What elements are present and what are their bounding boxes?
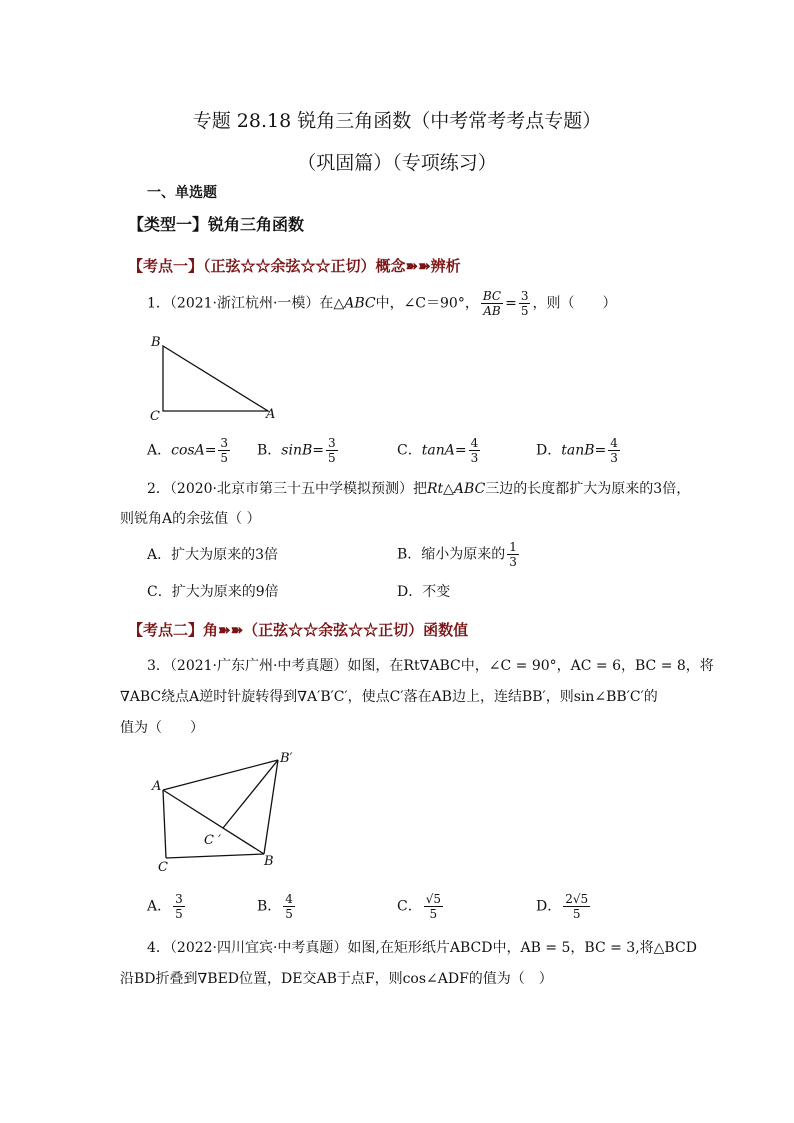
q2-option-b[interactable]: B．缩小为原来的 $\frac{1}{3}$: [397, 540, 517, 569]
label-b: B: [264, 854, 274, 869]
label-b-prime: B′: [280, 751, 293, 766]
q1-option-c[interactable]: C．tanA= $\frac{4}{3}$: [397, 436, 479, 465]
section-heading: 一、单选题: [147, 185, 217, 201]
q2-option-c[interactable]: C．扩大为原来的9倍: [147, 584, 279, 600]
segment-cb: [166, 854, 264, 858]
q2-option-a[interactable]: A．扩大为原来的3倍: [147, 547, 279, 563]
question-2-stem-line2: 则锐角A的余弦值（ ）: [120, 511, 261, 527]
question-2-stem-line1: 2．（2020·北京市第三十五中学模拟预测）把Rt△ABC三边的长度都扩大为原来的3倍，: [147, 481, 691, 497]
label-a: A: [266, 407, 276, 422]
question-3-stem-line1: 3．（2021·广东广州·中考真题）如图，在Rt∇ABC中，∠C = 90°，AC = 6，BC = 8，将: [147, 658, 714, 674]
q1-option-b[interactable]: B．sinB= $\frac{3}{5}$: [257, 436, 336, 465]
question-3-stem-line3: 值为（ ）: [120, 720, 204, 736]
q2-option-d[interactable]: D．不变: [397, 584, 451, 600]
label-c: C: [158, 860, 168, 873]
segment-ab-prime: [163, 760, 278, 790]
keypoint-2-heading: 【考点二】角➽➽（正弦☆☆余弦☆☆正切）函数值: [128, 621, 469, 639]
triangle-abc: [163, 346, 268, 411]
q3-option-b[interactable]: B． $\frac{4}{5}$: [257, 892, 293, 921]
label-b: B: [151, 335, 161, 350]
segment-ac: [163, 790, 166, 858]
q1-option-a[interactable]: A．cosA= $\frac{3}{5}$: [147, 436, 229, 465]
question-3-figure: [140, 748, 310, 873]
page-title: 专题 28.18 锐角三角函数（中考常考考点专题）: [192, 110, 602, 132]
q1-option-d[interactable]: D．tanB= $\frac{4}{3}$: [536, 436, 618, 465]
question-4-stem-line2: 沿BD折叠到∇BED位置，DE交AB于点F，则cos∠ADF的值为（ ）: [120, 971, 553, 987]
label-a: A: [152, 779, 162, 794]
q3-option-a[interactable]: A． $\frac{3}{5}$: [147, 892, 183, 921]
question-4-stem-line1: 4．（2022·四川宜宾·中考真题）如图,在矩形纸片ABCD中，AB = 5，BC = 3,将△BCD: [147, 940, 697, 956]
type-heading: 【类型一】锐角三角函数: [128, 215, 305, 234]
question-1-stem: 1．（2021·浙江杭州·一模）在△ABC中，∠C＝90°， $\frac{BC}{AB}$ = $\frac{3}{5}$ ，则（ ）: [147, 289, 617, 318]
q3-option-c[interactable]: C． $\frac{√5}{5}$: [397, 892, 441, 921]
question-1-figure: [140, 330, 290, 425]
question-3-stem-line2: ∇ABC绕点A逆时针旋转得到∇A′B′C′，使点C′落在AB边上，连结BB′，则sin∠BB′C′的: [120, 689, 658, 705]
keypoint-1-heading: 【考点一】（正弦☆☆余弦☆☆正切）概念➽➽辨析: [128, 257, 461, 275]
label-c: C: [150, 409, 160, 424]
page-subtitle: （巩固篇）（专项练习）: [297, 152, 497, 174]
q3-option-d[interactable]: D． $\frac{2√5}{5}$: [536, 892, 589, 921]
label-c-prime: C ′: [204, 833, 222, 848]
